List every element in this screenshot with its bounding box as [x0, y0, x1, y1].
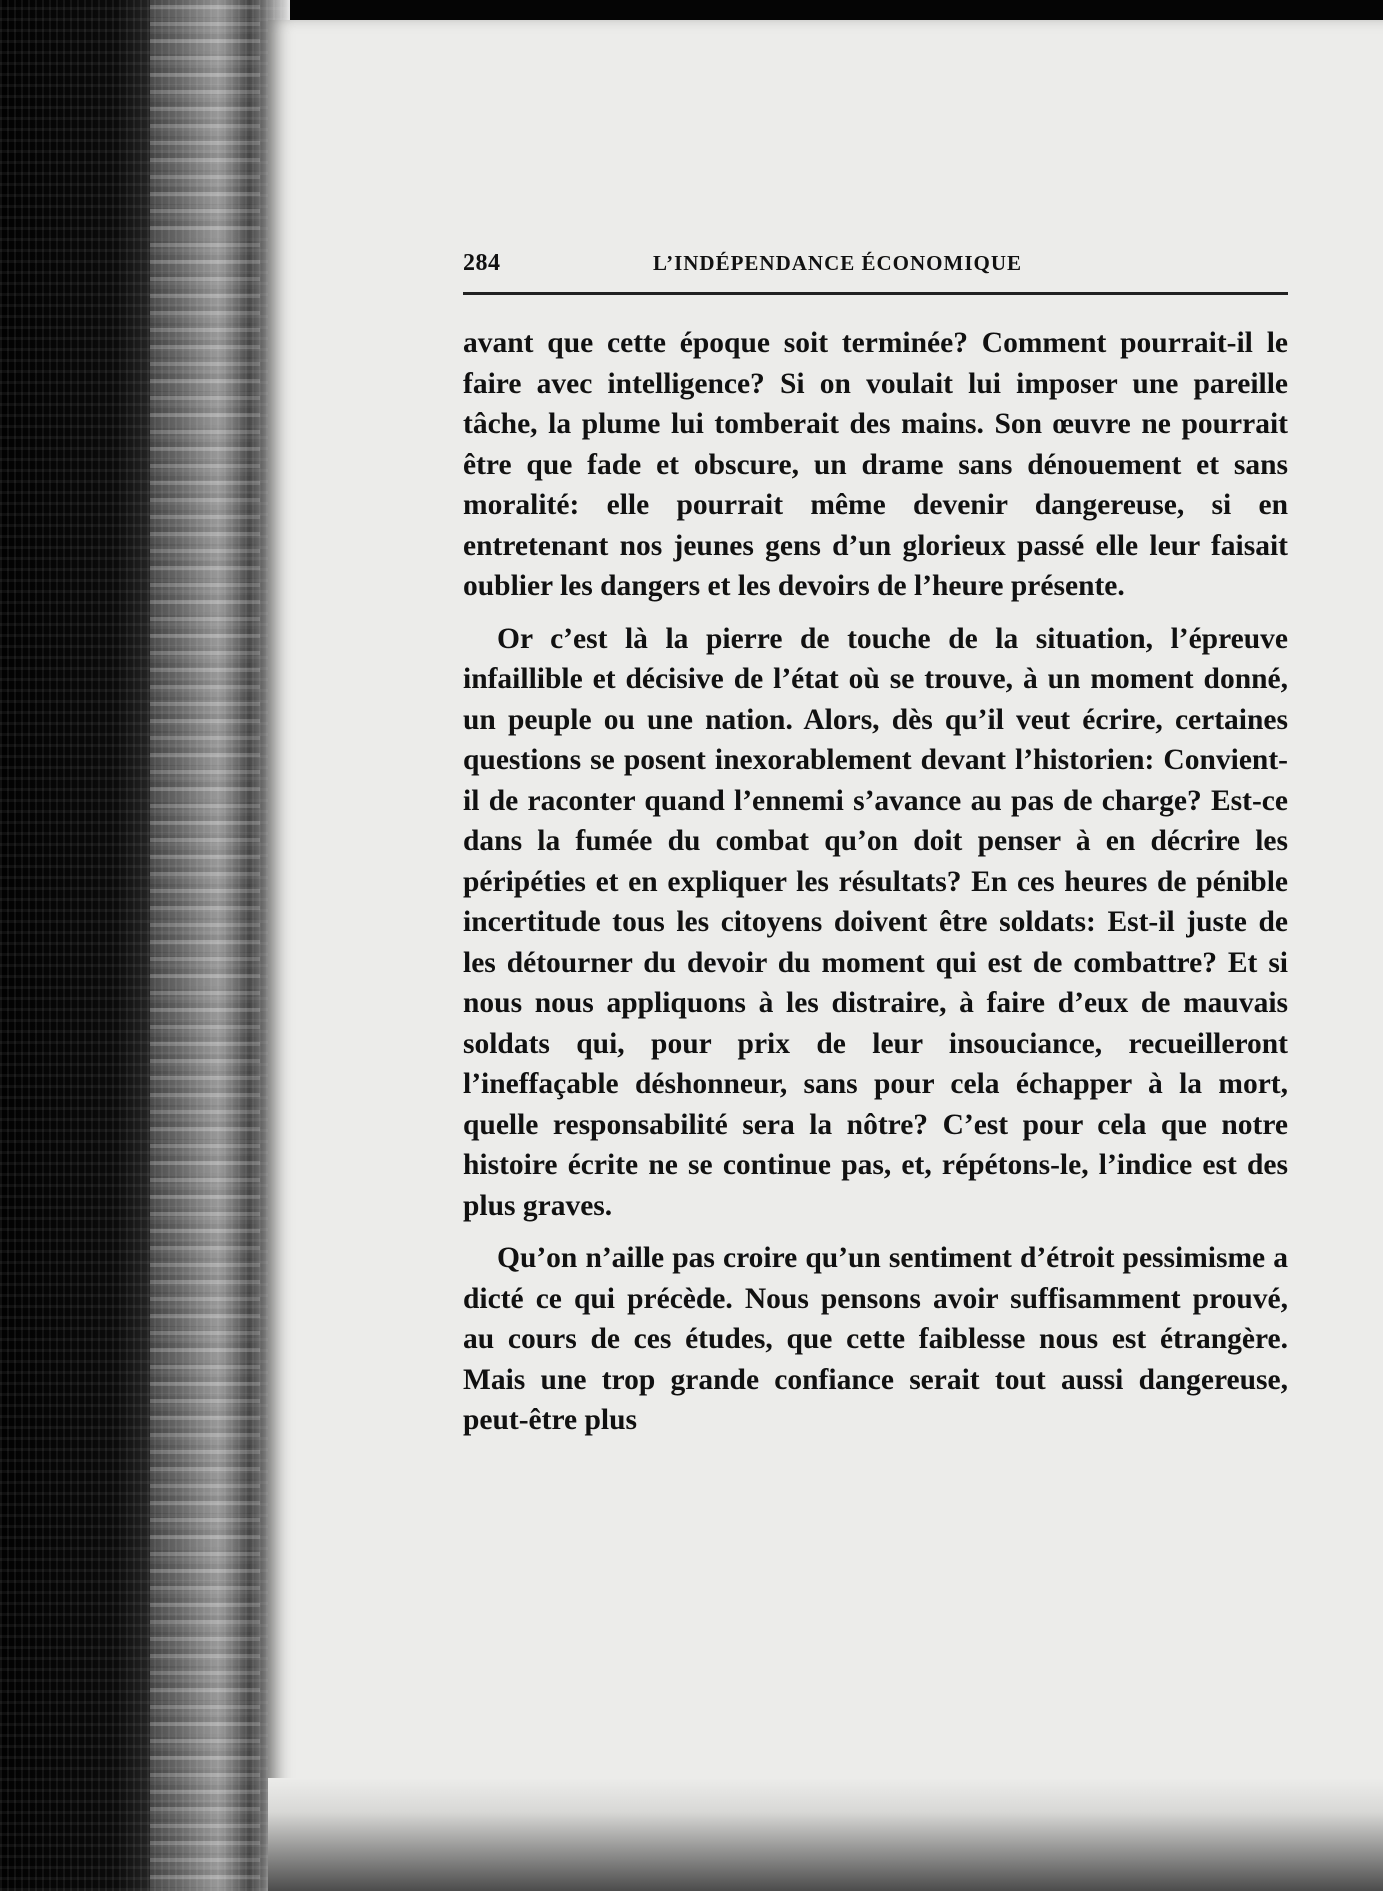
page-content: [463, 250, 1288, 1453]
paragraph: avant que cette époque soit terminée? Comment pourrait-il le faire avec intelligence? Si on voulait lui imposer une pareille tâche, la plume lui tomberait des mains. Son œuvre ne pourrait être que fade et obscure, un drame sans dénouement et sans moralité: elle pourrait même devenir dangereuse, si en entretenant nos jeunes gens d’un glorieux passé elle leur faisait oublier les dangers et les devoirs de l’heure présente.: [463, 327, 1288, 602]
page-bottom-shadow: [268, 1778, 1383, 1891]
paragraph: Qu’on n’aille pas croire qu’un sentiment d’étroit pessimisme a dicté ce qui précède. Nous pensons avoir suffisamment prouvé, au cours de ces études, que cette faiblesse nous est étrangère. Mais une trop grande confiance serait tout aussi dangereuse, peut-être plus: [463, 1242, 1288, 1436]
running-head: [463, 250, 1288, 295]
body-text: [463, 323, 1288, 1441]
paragraph: Or c’est là la pierre de touche de la situation, l’épreuve infaillible et décisive de l’état où se trouve, à un moment donné, un peuple ou une nation. Alors, dès qu’il veut écrire, certaines questions se posent inexorablement devant l’historien: Convient-il de raconter quand l’ennemi s’avance au pas de charge? Est-ce dans la fumée du combat qu’on doit penser à en décrire les péripéties et en expliquer les résultats? En ces heures de pénible incertitude tous les citoyens doivent être soldats: Est-il juste de les détourner du devoir du moment qui est de combattre? Et si nous nous appliquons à les distraire, à faire d’eux de mauvais soldats qui, pour prix de leur insouciance, recueilleront l’ineffaçable déshonneur, sans pour cela échapper à la mort, quelle responsabilité sera la nôtre? C’est pour cela que notre histoire écrite ne se continue pas, et, répétons-le, l’indice est des plus graves.: [463, 622, 1288, 1222]
book-spine: [150, 0, 260, 1891]
running-head-title: L’INDÉPENDANCE ÉCONOMIQUE: [653, 251, 1023, 275]
page-number: 284: [463, 250, 501, 276]
